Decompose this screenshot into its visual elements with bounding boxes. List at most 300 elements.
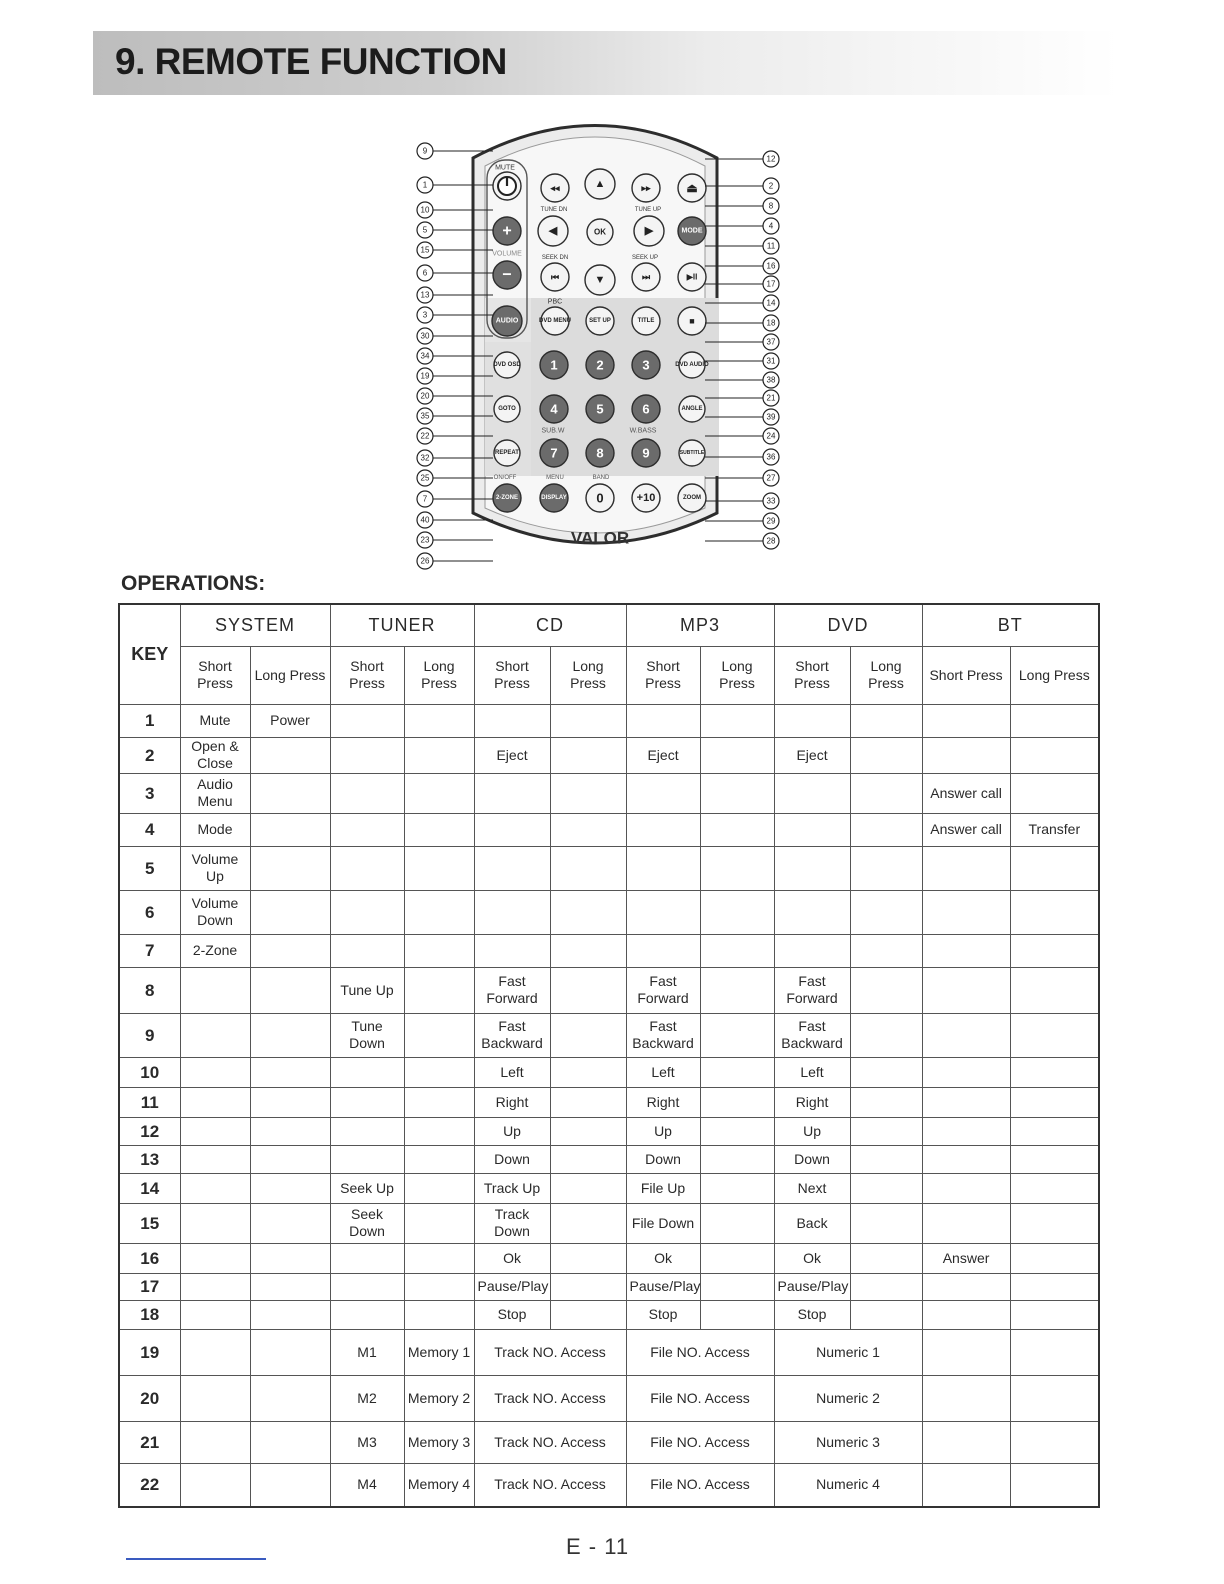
cell-sys-s: Mute xyxy=(180,704,250,737)
cell-dvd-s xyxy=(774,813,850,846)
cell-dvd-l xyxy=(850,737,922,773)
ok-button-label: OK xyxy=(594,227,606,237)
cell-sys-s xyxy=(180,1273,250,1300)
callout-number: 30 xyxy=(420,331,430,341)
number-2-button-label: 2 xyxy=(596,357,604,373)
number-3-button-label: 3 xyxy=(642,357,650,373)
seek-down-button[interactable] xyxy=(541,263,569,291)
cell-cd-l xyxy=(550,1203,626,1243)
brand-logo: VALOR xyxy=(570,528,630,548)
cell-dvd-l xyxy=(850,1087,922,1117)
cell-dvd-l xyxy=(850,1203,922,1243)
cell-bt-l xyxy=(1010,1087,1099,1117)
page-number: E - 11 xyxy=(566,1534,630,1559)
cell-tun-s: Tune Up xyxy=(330,967,404,1013)
cell-dvd-l xyxy=(850,704,922,737)
dvd-menu-button-label: DVD MENU xyxy=(538,318,572,324)
cell-tun-s xyxy=(330,704,404,737)
short-press-header: Short Press xyxy=(774,646,850,704)
cell-tun-s xyxy=(330,934,404,967)
key-number: 17 xyxy=(119,1273,180,1300)
cell-cd-l xyxy=(550,1173,626,1203)
callout-number: 35 xyxy=(420,411,430,421)
cell-cd-s: Ok xyxy=(474,1243,550,1273)
cell-dvd-l xyxy=(850,934,922,967)
cell-tun-s xyxy=(330,1300,404,1329)
cell-dvd-s: Pause/Play xyxy=(774,1273,850,1300)
cell-mp3-l xyxy=(700,1145,774,1173)
callout-number: 2 xyxy=(768,181,774,191)
cell-bt-l xyxy=(1010,934,1099,967)
cell-tun-s xyxy=(330,773,404,813)
cell-cd-s xyxy=(474,813,550,846)
cell-mp3-l xyxy=(700,1203,774,1243)
display-button[interactable] xyxy=(540,484,568,512)
cell-tun-l: Memory 3 xyxy=(404,1421,474,1463)
number-8-button[interactable] xyxy=(586,439,614,467)
cell-dvd-s xyxy=(774,934,850,967)
cell-cd-s xyxy=(474,934,550,967)
cell-sys-l xyxy=(250,737,330,773)
group-header-cd: CD xyxy=(474,604,626,646)
cell-bt-l xyxy=(1010,1013,1099,1057)
cell-cd-l xyxy=(550,1243,626,1273)
cell-cd-l xyxy=(550,1300,626,1329)
callout-number: 21 xyxy=(766,393,776,403)
cell-dvd-s: Next xyxy=(774,1173,850,1203)
cell-tun-l: Memory 1 xyxy=(404,1329,474,1375)
table-row xyxy=(119,1273,1099,1300)
cell-tun-l xyxy=(404,1300,474,1329)
tune-down-button[interactable] xyxy=(541,174,569,202)
number-2-button[interactable] xyxy=(586,351,614,379)
right-arrow-button[interactable] xyxy=(634,216,664,246)
mode-button[interactable] xyxy=(678,217,706,245)
seek-up-button[interactable] xyxy=(632,263,660,291)
cell-bt-l: Transfer xyxy=(1010,813,1099,846)
cell-bt-l xyxy=(1010,1145,1099,1173)
cell-dvd-s: Eject xyxy=(774,737,850,773)
table-row xyxy=(119,1463,1099,1507)
cell-tun-s xyxy=(330,1117,404,1145)
number-6-button[interactable] xyxy=(632,395,660,423)
cell-mp3-s: Up xyxy=(626,1117,700,1145)
stop-button-label: ■ xyxy=(689,316,695,326)
cell-sys-l xyxy=(250,813,330,846)
zoom-button[interactable] xyxy=(678,484,706,512)
key-number: 19 xyxy=(119,1329,180,1375)
number-1-button[interactable] xyxy=(540,351,568,379)
subtitle-button[interactable] xyxy=(679,440,705,466)
cell-mp3-l xyxy=(700,737,774,773)
callout-number: 4 xyxy=(768,221,774,231)
long-press-header: Long Press xyxy=(250,646,330,704)
left-arrow-button-label: ◀ xyxy=(548,225,558,237)
callout-number: 38 xyxy=(766,375,776,385)
cell-sys-s xyxy=(180,1203,250,1243)
tune-dn-label: TUNE DN xyxy=(540,207,568,213)
cell-bt-l xyxy=(1010,1463,1099,1507)
cell-mp3-l xyxy=(700,890,774,934)
cell-dvd: Numeric 2 xyxy=(774,1375,922,1421)
two-zone-button[interactable] xyxy=(493,484,521,512)
cell-mp3-s xyxy=(626,890,700,934)
key-number: 14 xyxy=(119,1173,180,1203)
cell-sys-s xyxy=(180,967,250,1013)
cell-dvd-l xyxy=(850,773,922,813)
cell-bt-l xyxy=(1010,1300,1099,1329)
cell-cd-s xyxy=(474,704,550,737)
up-arrow-button[interactable] xyxy=(585,169,615,199)
key-number: 13 xyxy=(119,1145,180,1173)
number-7-button[interactable] xyxy=(540,439,568,467)
long-press-header: Long Press xyxy=(1010,646,1099,704)
cell-sys-s xyxy=(180,1173,250,1203)
audio-button-label: AUDIO xyxy=(495,317,519,325)
w-bass-label: W.BASS xyxy=(629,427,657,435)
plus-10-button-label: +10 xyxy=(636,492,656,504)
number-9-button[interactable] xyxy=(632,439,660,467)
seek-down-button-label: ⏮ xyxy=(550,272,560,282)
cell-tun-l xyxy=(404,737,474,773)
volume-down-button-label: − xyxy=(502,266,512,284)
table-row xyxy=(119,1013,1099,1057)
cell-dvd-s: Back xyxy=(774,1203,850,1243)
table-row xyxy=(119,1329,1099,1375)
cell-cd-l xyxy=(550,967,626,1013)
cell-cd-l xyxy=(550,1013,626,1057)
tune-down-button-label: ◂◂ xyxy=(550,183,560,193)
sub-w-label: SUB.W xyxy=(541,427,565,435)
cell-dvd: Numeric 4 xyxy=(774,1463,922,1507)
cell-tun-s: M3 xyxy=(330,1421,404,1463)
key-number: 1 xyxy=(119,704,180,737)
cell-cd-s: Track Down xyxy=(474,1203,550,1243)
table-row xyxy=(119,1300,1099,1329)
key-number: 3 xyxy=(119,773,180,813)
callout-number: 1 xyxy=(422,180,428,190)
cell-mp3: File NO. Access xyxy=(626,1329,774,1375)
table-row xyxy=(119,1117,1099,1145)
cell-mp3-s xyxy=(626,846,700,890)
key-number: 8 xyxy=(119,967,180,1013)
cell-sys-l xyxy=(250,890,330,934)
cell-tun-s: Seek Down xyxy=(330,1203,404,1243)
section-title: 9. REMOTE FUNCTION xyxy=(115,41,507,82)
cell-bt-l xyxy=(1010,1057,1099,1087)
cell-bt-s xyxy=(922,1329,1010,1375)
table-row xyxy=(119,934,1099,967)
repeat-button[interactable] xyxy=(494,440,520,466)
number-7-button-label: 7 xyxy=(550,445,558,461)
group-header-tuner: TUNER xyxy=(330,604,474,646)
cell-bt-s xyxy=(922,1173,1010,1203)
cell-dvd-s xyxy=(774,773,850,813)
cell-dvd-s: Fast Forward xyxy=(774,967,850,1013)
cell-cd-s: Fast Forward xyxy=(474,967,550,1013)
zoom-button-label: ZOOM xyxy=(683,495,701,501)
cell-cd-l xyxy=(550,1145,626,1173)
long-press-header: Long Press xyxy=(850,646,922,704)
tune-up-button[interactable] xyxy=(632,174,660,202)
cell-dvd-s: Stop xyxy=(774,1300,850,1329)
cell-cd-l xyxy=(550,813,626,846)
cell-dvd-s xyxy=(774,704,850,737)
cell-bt-s xyxy=(922,1057,1010,1087)
cell-bt-s xyxy=(922,934,1010,967)
setup-button[interactable] xyxy=(586,307,614,335)
cell-cd-s: Stop xyxy=(474,1300,550,1329)
cell-sys-l xyxy=(250,1300,330,1329)
cell-sys-l xyxy=(250,1243,330,1273)
callout-number: 13 xyxy=(420,290,430,300)
ok-button[interactable] xyxy=(587,219,613,245)
tune-up-button-label: ▸▸ xyxy=(641,183,651,193)
key-number: 10 xyxy=(119,1057,180,1087)
cell-dvd-l xyxy=(850,1117,922,1145)
cell-bt-s xyxy=(922,1375,1010,1421)
down-arrow-button[interactable] xyxy=(585,265,615,295)
cell-tun-l xyxy=(404,1145,474,1173)
cell-bt-l xyxy=(1010,1421,1099,1463)
mode-button-label: MODE xyxy=(681,227,703,235)
title-button[interactable] xyxy=(632,307,660,335)
cell-mp3-l xyxy=(700,1273,774,1300)
callout-number: 31 xyxy=(766,356,776,366)
cell-tun-s xyxy=(330,890,404,934)
volume-up-button-label: + xyxy=(502,222,512,240)
audio-button[interactable] xyxy=(492,306,522,336)
number-5-button-label: 5 xyxy=(596,401,604,417)
key-number: 18 xyxy=(119,1300,180,1329)
eject-button-label: ⏏ xyxy=(686,181,698,195)
cell-mp3-l xyxy=(700,704,774,737)
long-press-header: Long Press xyxy=(700,646,774,704)
cell-tun-s: M1 xyxy=(330,1329,404,1375)
cell-dvd-l xyxy=(850,1013,922,1057)
short-press-header: Short Press xyxy=(330,646,404,704)
table-row xyxy=(119,890,1099,934)
cell-cd-s xyxy=(474,890,550,934)
callout-number: 6 xyxy=(422,268,428,278)
cell-tun-s xyxy=(330,1057,404,1087)
cell-mp3: File NO. Access xyxy=(626,1463,774,1507)
group-header-bt: BT xyxy=(922,604,1099,646)
cell-dvd-l xyxy=(850,846,922,890)
cell-tun-l xyxy=(404,967,474,1013)
callout-number: 19 xyxy=(420,371,430,381)
cell-sys-s xyxy=(180,1145,250,1173)
cell-mp3-s: File Down xyxy=(626,1203,700,1243)
dvd-audio-button-label: DVD AUDIO xyxy=(675,362,709,368)
cell-tun-l xyxy=(404,1243,474,1273)
cell-sys-l xyxy=(250,846,330,890)
volume-up-button[interactable] xyxy=(493,217,521,245)
cell-bt-l xyxy=(1010,890,1099,934)
callout-number: 17 xyxy=(766,279,776,289)
cell-mp3-l xyxy=(700,934,774,967)
callout-number: 28 xyxy=(766,536,776,546)
cell-sys-s xyxy=(180,1243,250,1273)
cell-bt-s xyxy=(922,1273,1010,1300)
seek-up-button-label: ⏭ xyxy=(641,272,651,282)
cell-sys-s: Volume Up xyxy=(180,846,250,890)
cell-cd-s: Right xyxy=(474,1087,550,1117)
volume-down-button[interactable] xyxy=(493,261,521,289)
short-press-header: Short Press xyxy=(626,646,700,704)
cell-sys-l xyxy=(250,1375,330,1421)
cell-sys-s xyxy=(180,1375,250,1421)
footer-rule xyxy=(126,1558,266,1560)
goto-button[interactable] xyxy=(494,396,520,422)
cell-cd-l xyxy=(550,846,626,890)
callout-number: 26 xyxy=(420,556,430,566)
key-number: 9 xyxy=(119,1013,180,1057)
key-header: KEY xyxy=(119,604,180,704)
cell-bt-l xyxy=(1010,1203,1099,1243)
cell-dvd-l xyxy=(850,813,922,846)
cell-sys-s xyxy=(180,1117,250,1145)
cell-dvd-s: Ok xyxy=(774,1243,850,1273)
group-header-dvd: DVD xyxy=(774,604,922,646)
seek-up-label: SEEK UP xyxy=(631,255,659,261)
key-number: 4 xyxy=(119,813,180,846)
cell-cd-s xyxy=(474,773,550,813)
cell-sys-s xyxy=(180,1057,250,1087)
cell-tun-l xyxy=(404,704,474,737)
cell-tun-s xyxy=(330,1087,404,1117)
eject-button[interactable] xyxy=(678,174,706,202)
table-row xyxy=(119,1243,1099,1273)
cell-mp3-s: Fast Forward xyxy=(626,967,700,1013)
cell-cd: Track NO. Access xyxy=(474,1463,626,1507)
repeat-button-label: REPEAT xyxy=(495,450,519,456)
cell-cd-s: Left xyxy=(474,1057,550,1087)
number-3-button[interactable] xyxy=(632,351,660,379)
cell-cd-l xyxy=(550,773,626,813)
cell-mp3: File NO. Access xyxy=(626,1375,774,1421)
cell-mp3-l xyxy=(700,813,774,846)
angle-button[interactable] xyxy=(679,396,705,422)
cell-mp3-s: Eject xyxy=(626,737,700,773)
cell-sys-s xyxy=(180,1013,250,1057)
table-row xyxy=(119,1173,1099,1203)
cell-cd-s: Up xyxy=(474,1117,550,1145)
cell-bt-s xyxy=(922,704,1010,737)
cell-mp3-s xyxy=(626,934,700,967)
left-arrow-button[interactable] xyxy=(538,216,568,246)
callout-number: 23 xyxy=(420,535,430,545)
group-header-mp3: MP3 xyxy=(626,604,774,646)
cell-tun-l: Memory 4 xyxy=(404,1463,474,1507)
cell-cd-l xyxy=(550,1273,626,1300)
cell-mp3-l xyxy=(700,1243,774,1273)
cell-mp3-s: Fast Backward xyxy=(626,1013,700,1057)
cell-tun-l xyxy=(404,813,474,846)
cell-mp3: File NO. Access xyxy=(626,1421,774,1463)
cell-sys-l xyxy=(250,1087,330,1117)
callout-number: 20 xyxy=(420,391,430,401)
callout-number: 39 xyxy=(766,412,776,422)
cell-cd-s: Eject xyxy=(474,737,550,773)
cell-dvd-l xyxy=(850,1300,922,1329)
cell-sys-l xyxy=(250,934,330,967)
display-button-label: DISPLAY xyxy=(541,495,567,501)
cell-dvd-l xyxy=(850,967,922,1013)
cell-tun-s xyxy=(330,1273,404,1300)
cell-tun-l xyxy=(404,1057,474,1087)
cell-tun-s xyxy=(330,1145,404,1173)
cell-bt-s xyxy=(922,1300,1010,1329)
subtitle-button-label: SUBTITLE xyxy=(679,450,705,456)
callout-number: 25 xyxy=(420,473,430,483)
table-row xyxy=(119,1203,1099,1243)
cell-sys-l xyxy=(250,1145,330,1173)
right-arrow-button-label: ▶ xyxy=(644,225,654,237)
cell-sys-l xyxy=(250,1463,330,1507)
cell-mp3-l xyxy=(700,1087,774,1117)
cell-mp3-l xyxy=(700,1173,774,1203)
pbc-label: PBC xyxy=(547,298,563,306)
cell-bt-s xyxy=(922,1203,1010,1243)
cell-sys-l xyxy=(250,967,330,1013)
cell-mp3-l xyxy=(700,967,774,1013)
cell-mp3-s xyxy=(626,704,700,737)
plus-10-button[interactable] xyxy=(632,484,660,512)
cell-dvd-s: Up xyxy=(774,1117,850,1145)
section-header-bar xyxy=(93,31,1119,95)
play-pause-button[interactable] xyxy=(678,263,706,291)
table-row xyxy=(119,1087,1099,1117)
cell-cd-l xyxy=(550,737,626,773)
number-5-button[interactable] xyxy=(586,395,614,423)
setup-button-label: SET UP xyxy=(589,318,611,324)
callout-number: 16 xyxy=(766,261,776,271)
table-row xyxy=(119,813,1099,846)
cell-bt-l xyxy=(1010,737,1099,773)
cell-bt-l xyxy=(1010,1329,1099,1375)
key-number: 5 xyxy=(119,846,180,890)
cell-tun-l xyxy=(404,934,474,967)
dvd-osd-button[interactable] xyxy=(493,352,521,378)
cell-sys-s: Open & Close xyxy=(180,737,250,773)
key-number: 15 xyxy=(119,1203,180,1243)
cell-cd-s: Track Up xyxy=(474,1173,550,1203)
cell-mp3-s: Pause/Play xyxy=(626,1273,700,1300)
cell-sys-s: 2-Zone xyxy=(180,934,250,967)
cell-sys-l: Power xyxy=(250,704,330,737)
short-press-header: Short Press xyxy=(922,646,1010,704)
cell-mp3-s: Ok xyxy=(626,1243,700,1273)
cell-tun-l xyxy=(404,1173,474,1203)
cell-bt-l xyxy=(1010,1173,1099,1203)
cell-sys-l xyxy=(250,1013,330,1057)
callout-number: 18 xyxy=(766,318,776,328)
cell-mp3-s: File Up xyxy=(626,1173,700,1203)
key-number: 21 xyxy=(119,1421,180,1463)
cell-cd-s xyxy=(474,846,550,890)
table-row xyxy=(119,967,1099,1013)
stop-button[interactable] xyxy=(678,307,706,335)
number-0-button[interactable] xyxy=(586,484,614,512)
callout-number: 7 xyxy=(422,494,428,504)
number-4-button[interactable] xyxy=(540,395,568,423)
number-4-button-label: 4 xyxy=(550,401,558,417)
cell-dvd-l xyxy=(850,1057,922,1087)
cell-tun-s xyxy=(330,737,404,773)
cell-cd-l xyxy=(550,1057,626,1087)
cell-cd: Track NO. Access xyxy=(474,1375,626,1421)
